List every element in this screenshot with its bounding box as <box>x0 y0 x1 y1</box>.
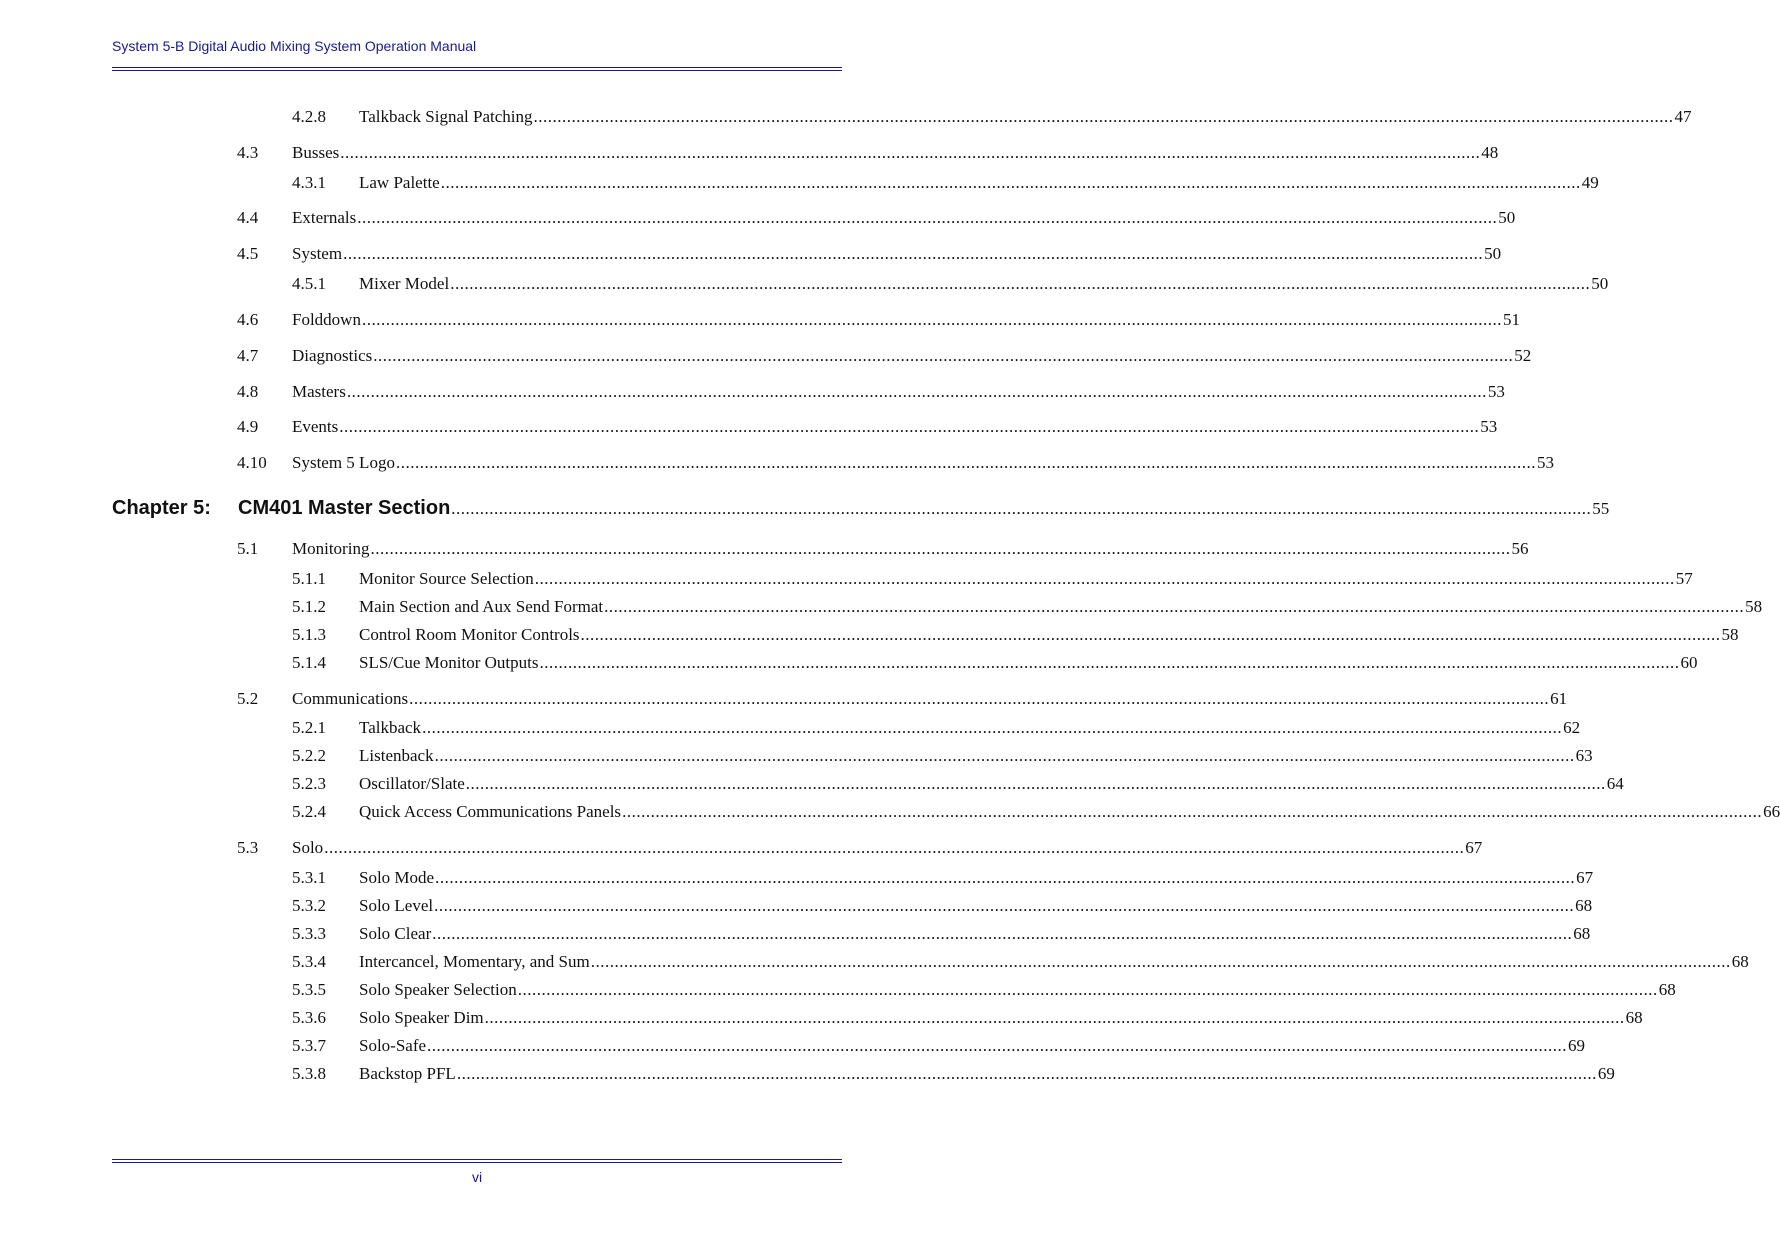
toc-entry-page-number: 53 <box>1536 453 1554 472</box>
toc-entry-number: 4.5.1 <box>292 274 326 293</box>
toc-entry[interactable] <box>0 417 1498 439</box>
toc-entry-page-number: 69 <box>1597 1064 1615 1083</box>
dot-leader: ................................................................................................................................................................................................................................................ <box>539 653 1680 672</box>
toc-entry[interactable] <box>0 718 1581 740</box>
dot-leader: ................................................................................................................................................................................................................................................ <box>343 244 1484 263</box>
toc-entry-title: Masters <box>292 382 346 401</box>
toc-entry-number: 4.3 <box>237 143 259 162</box>
toc-entry-number: 5.2.2 <box>292 746 326 765</box>
toc-entry[interactable] <box>0 924 1591 946</box>
toc-entry-title: Solo Clear <box>359 924 432 943</box>
dot-leader: ................................................................................................................................................................................................................................................ <box>451 499 1592 518</box>
toc-entry-number: 5.3.3 <box>292 924 326 943</box>
toc-entry-page-number: 49 <box>1581 173 1599 192</box>
manual-title: System 5-B Digital Audio Mixing System Operation Manual <box>112 38 477 54</box>
dot-leader: ................................................................................................................................................................................................................................................ <box>534 569 1675 588</box>
dot-leader: ................................................................................................................................................................................................................................................ <box>340 143 1481 162</box>
toc-entry-number: 5.1 <box>237 539 259 558</box>
dot-leader: ................................................................................................................................................................................................................................................ <box>339 417 1480 436</box>
toc-entry-number: 5.2 <box>237 689 259 708</box>
dot-leader: ................................................................................................................................................................................................................................................ <box>440 173 1581 192</box>
toc-entry[interactable] <box>0 569 1693 591</box>
toc-entry-title: Mixer Model <box>359 274 450 293</box>
dot-leader: ................................................................................................................................................................................................................................................ <box>434 746 1575 765</box>
toc-entry-number: 5.2.3 <box>292 774 326 793</box>
toc-entry[interactable] <box>0 244 1502 266</box>
toc-entry-page-number: 62 <box>1563 718 1581 737</box>
toc-entry-title: Solo Speaker Selection <box>359 980 517 999</box>
toc-entry[interactable] <box>0 980 1676 1002</box>
toc-entry-page-number: 50 <box>1591 274 1609 293</box>
toc-entry-title: Law Palette <box>359 173 440 192</box>
dot-leader: ................................................................................................................................................................................................................................................ <box>590 952 1731 971</box>
toc-entry-title: Folddown <box>292 310 361 329</box>
toc-entry-title: Busses <box>292 143 340 162</box>
toc-entry-title: Talkback <box>359 718 422 737</box>
toc-entry-title: Backstop PFL <box>359 1064 456 1083</box>
toc-entry-number: 5.3 <box>237 838 259 857</box>
toc-entry-page-number: 60 <box>1680 653 1698 672</box>
toc-entry-number: 4.8 <box>237 382 259 401</box>
dot-leader: ................................................................................................................................................................................................................................................ <box>427 1036 1568 1055</box>
toc-entry[interactable] <box>0 1008 1643 1030</box>
toc-entry-page-number: 66 <box>1763 802 1780 821</box>
dot-leader: ................................................................................................................................................................................................................................................ <box>533 107 1674 126</box>
toc-entry-number: 4.7 <box>237 346 259 365</box>
toc-entry-number: 5.2.1 <box>292 718 326 737</box>
toc-entry-page-number: 47 <box>1674 107 1692 126</box>
dot-leader: ................................................................................................................................................................................................................................................ <box>434 896 1575 915</box>
toc-entry-number: 5.3.6 <box>292 1008 326 1027</box>
toc-entry-number: 5.3.2 <box>292 896 326 915</box>
toc-entry-page-number: 64 <box>1606 774 1624 793</box>
toc-entry-number: 5.1.3 <box>292 625 326 644</box>
toc-entry-number: 4.6 <box>237 310 259 329</box>
toc-entry-page-number: 57 <box>1675 569 1693 588</box>
toc-entry[interactable] <box>0 625 1739 647</box>
toc-entry-title: SLS/Cue Monitor Outputs <box>359 653 539 672</box>
toc-entry[interactable] <box>0 597 1763 619</box>
toc-entry[interactable] <box>0 774 1624 796</box>
toc-entry[interactable] <box>0 274 1609 296</box>
toc-entry-number: 5.3.4 <box>292 952 326 971</box>
toc-entry[interactable] <box>0 896 1593 918</box>
toc-entry-page-number: 68 <box>1573 924 1591 943</box>
toc-entry-page-number: 50 <box>1484 244 1502 263</box>
toc-entry-number: 4.3.1 <box>292 173 326 192</box>
toc-entry-page-number: 52 <box>1514 346 1532 365</box>
dot-leader: ................................................................................................................................................................................................................................................ <box>346 382 1487 401</box>
toc-entry-number: 5.3.7 <box>292 1036 326 1055</box>
toc-entry-page-number: 53 <box>1487 382 1505 401</box>
toc-entry-page-number: 68 <box>1658 980 1676 999</box>
dot-leader: ................................................................................................................................................................................................................................................ <box>324 838 1465 857</box>
toc-entry-number: 4.4 <box>237 208 259 227</box>
toc-entry[interactable] <box>0 838 1483 860</box>
toc-entry-page-number: 67 <box>1465 838 1483 857</box>
toc-entry-page-number: 51 <box>1502 310 1520 329</box>
toc-entry-page-number: 53 <box>1480 417 1498 436</box>
chapter-heading[interactable] <box>0 497 1610 523</box>
toc-entry-number: 5.3.8 <box>292 1064 326 1083</box>
dot-leader: ................................................................................................................................................................................................................................................ <box>450 274 1591 293</box>
toc-entry-number: 5.1.2 <box>292 597 326 616</box>
dot-leader: ................................................................................................................................................................................................................................................ <box>361 310 1502 329</box>
toc-entry-title: System 5 Logo <box>292 453 395 472</box>
toc-entry-title: System <box>292 244 343 263</box>
dot-leader: ................................................................................................................................................................................................................................................ <box>580 625 1721 644</box>
toc-entry[interactable] <box>0 382 1505 404</box>
dot-leader: ................................................................................................................................................................................................................................................ <box>465 774 1606 793</box>
dot-leader: ................................................................................................................................................................................................................................................ <box>373 346 1514 365</box>
dot-leader: ................................................................................................................................................................................................................................................ <box>422 718 1563 737</box>
toc-entry-number: 5.1.4 <box>292 653 326 672</box>
toc-entry-title: Communications <box>292 689 409 708</box>
toc-entry-number: 5.3.1 <box>292 868 326 887</box>
footer-rule-top <box>112 1159 842 1160</box>
toc-entry[interactable] <box>0 653 1698 675</box>
toc-entry-number: 4.9 <box>237 417 259 436</box>
toc-entry-title: Intercancel, Momentary, and Sum <box>359 952 590 971</box>
toc-entry-page-number: 68 <box>1575 896 1593 915</box>
toc-entry-title: Solo-Safe <box>359 1036 427 1055</box>
toc-entry-page-number: 69 <box>1568 1036 1586 1055</box>
toc-entry[interactable] <box>0 173 1599 195</box>
toc-entry-title: Talkback Signal Patching <box>359 107 533 126</box>
toc-entry[interactable] <box>0 802 1780 824</box>
toc-entry-page-number: 63 <box>1575 746 1593 765</box>
toc-entry-page-number: 48 <box>1481 143 1499 162</box>
toc-entry-page-number: 50 <box>1498 208 1516 227</box>
dot-leader: ................................................................................................................................................................................................................................................ <box>370 539 1511 558</box>
toc-entry-page-number: 61 <box>1550 689 1568 708</box>
toc-entry-title: Quick Access Communications Panels <box>359 802 622 821</box>
dot-leader: ................................................................................................................................................................................................................................................ <box>456 1064 1597 1083</box>
chapter-label: Chapter 5: <box>112 497 211 519</box>
toc-entry-page-number: 68 <box>1731 952 1749 971</box>
toc-entry-title: Listenback <box>359 746 434 765</box>
toc-entry-title: Solo Speaker Dim <box>359 1008 484 1027</box>
toc-entry-title: Events <box>292 417 339 436</box>
toc-entry-title: Monitor Source Selection <box>359 569 534 588</box>
toc-entry-number: 4.2.8 <box>292 107 326 126</box>
toc-entry-title: Main Section and Aux Send Format <box>359 597 604 616</box>
toc-entry[interactable] <box>0 310 1520 332</box>
dot-leader: ................................................................................................................................................................................................................................................ <box>432 924 1573 943</box>
toc-entry[interactable] <box>0 208 1516 230</box>
dot-leader: ................................................................................................................................................................................................................................................ <box>357 208 1498 227</box>
dot-leader: ................................................................................................................................................................................................................................................ <box>435 868 1576 887</box>
toc-entry-number: 5.2.4 <box>292 802 326 821</box>
dot-leader: ................................................................................................................................................................................................................................................ <box>484 1008 1625 1027</box>
toc-entry[interactable] <box>0 868 1594 890</box>
toc-entry-page-number: 58 <box>1721 625 1739 644</box>
toc-entry-title: Solo <box>292 838 324 857</box>
toc-entry-number: 4.10 <box>237 453 267 472</box>
toc-entry[interactable] <box>0 689 1568 711</box>
toc-entry-title: Monitoring <box>292 539 370 558</box>
toc-entry-number: 4.5 <box>237 244 259 263</box>
toc-entry-page-number: 68 <box>1625 1008 1643 1027</box>
toc-entry[interactable] <box>0 107 1692 129</box>
toc-entry[interactable] <box>0 746 1593 768</box>
toc-entry[interactable] <box>0 143 1499 165</box>
toc-entry[interactable] <box>0 453 1554 475</box>
toc-entry[interactable] <box>0 1036 1586 1058</box>
chapter-page-number: 55 <box>1592 499 1610 518</box>
toc-entry-title: Externals <box>292 208 357 227</box>
footer-rule-bottom <box>112 1162 842 1163</box>
toc-entry[interactable] <box>0 539 1529 561</box>
dot-leader: ................................................................................................................................................................................................................................................ <box>604 597 1745 616</box>
chapter-title: CM401 Master Section <box>238 497 451 519</box>
toc-entry[interactable] <box>0 952 1749 974</box>
toc-entry-title: Oscillator/Slate <box>359 774 465 793</box>
toc-entry-title: Control Room Monitor Controls <box>359 625 580 644</box>
toc-entry-number: 5.3.5 <box>292 980 326 999</box>
toc-entry[interactable] <box>0 1064 1615 1086</box>
dot-leader: ................................................................................................................................................................................................................................................ <box>409 689 1550 708</box>
dot-leader: ................................................................................................................................................................................................................................................ <box>395 453 1536 472</box>
toc-entry-page-number: 58 <box>1745 597 1763 616</box>
footer-page-number: vi <box>471 1169 483 1185</box>
toc-entry-number: 5.1.1 <box>292 569 326 588</box>
toc-entry-title: Solo Mode <box>359 868 435 887</box>
toc-entry-page-number: 67 <box>1576 868 1594 887</box>
dot-leader: ................................................................................................................................................................................................................................................ <box>517 980 1658 999</box>
toc-entry[interactable] <box>0 346 1532 368</box>
toc-entry-title: Diagnostics <box>292 346 373 365</box>
toc-entry-page-number: 56 <box>1511 539 1529 558</box>
dot-leader: ................................................................................................................................................................................................................................................ <box>622 802 1763 821</box>
toc-entry-title: Solo Level <box>359 896 434 915</box>
